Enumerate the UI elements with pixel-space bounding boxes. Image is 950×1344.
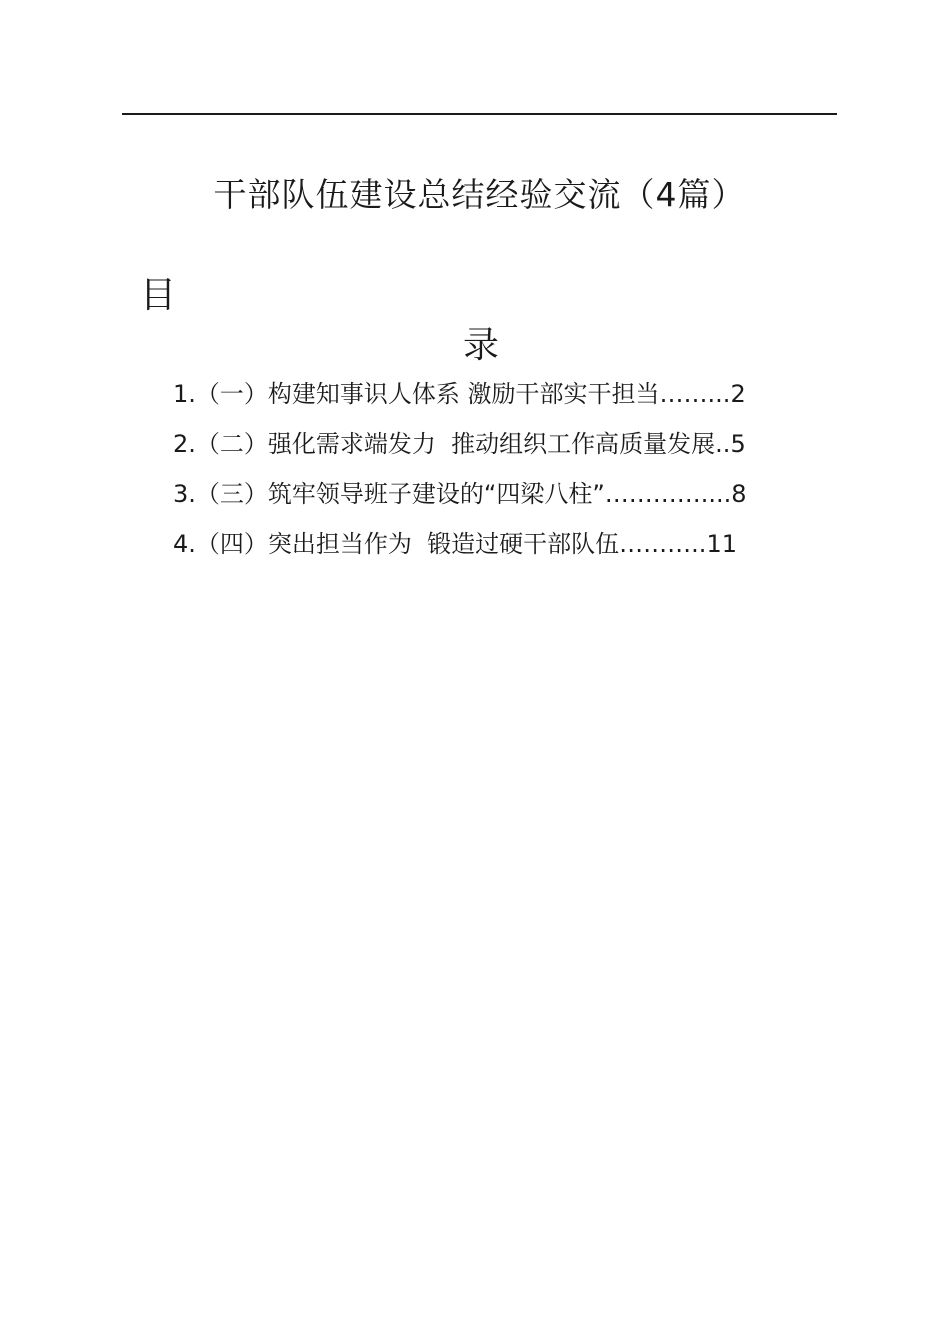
toc-entry-page: 2 [730,380,746,408]
toc-heading-second-char: 录 [463,325,500,366]
toc-heading-first-char: 目 [140,275,177,316]
toc-entry-leader: ………….... [604,480,732,508]
toc-entry-2[interactable] [173,422,785,472]
toc-entry-leader: ……….. [619,530,707,558]
toc-entry-leader: ……... [659,380,731,408]
toc-entry-label: （三）筑牢领导班子建设的“四梁八柱” [195,480,605,508]
toc-entry-1[interactable] [173,372,785,422]
toc-entry-number: 1. [173,380,196,408]
toc-entry-page: 8 [731,480,747,508]
toc-entry-page: 5 [730,430,746,458]
table-of-contents [173,372,785,572]
toc-entry-page: 11 [706,530,737,558]
header-rule [122,113,837,115]
toc-entry-label: （二）强化需求端发力 推动组织工作高质量发展 [195,430,716,458]
toc-entry-3[interactable] [173,472,785,522]
toc-entry-label: （一）构建知事识人体系 激励干部实干担当 [195,380,660,408]
toc-entry-number: 4. [173,530,196,558]
document-title: 干部队伍建设总结经验交流（4篇） [213,175,746,214]
toc-entry-4[interactable] [173,522,785,572]
toc-entry-leader: .. [715,430,731,458]
toc-entry-number: 2. [173,430,196,458]
toc-entry-label: （四）突出担当作为 锻造过硬干部队伍 [195,530,620,558]
toc-entry-number: 3. [173,480,196,508]
